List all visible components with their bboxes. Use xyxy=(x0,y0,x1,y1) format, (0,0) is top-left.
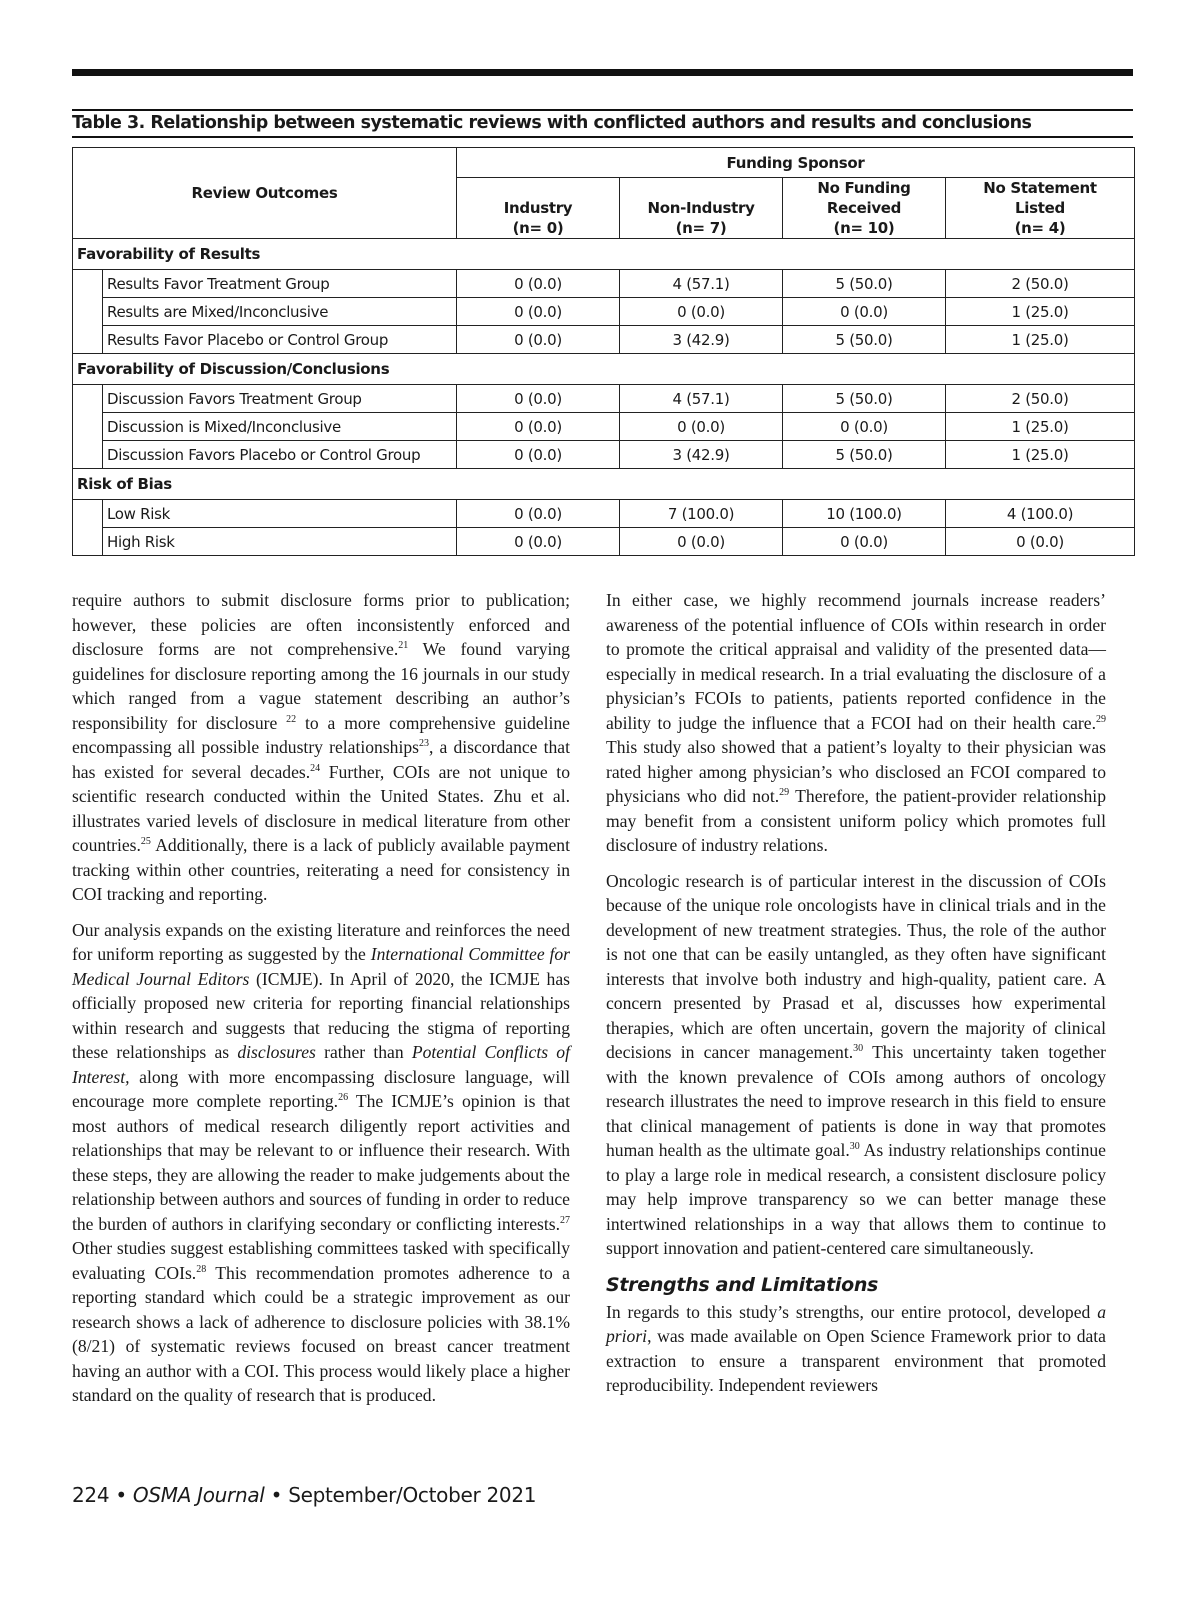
header-rule xyxy=(72,69,1133,76)
row-label: Discussion Favors Placebo or Control Group xyxy=(103,441,457,469)
cell-value: 0 (0.0) xyxy=(457,326,620,354)
cell-value: 5 (50.0) xyxy=(783,385,946,413)
citation: 29 xyxy=(779,787,790,799)
cell-value: 4 (100.0) xyxy=(946,500,1135,528)
group-label: Risk of Bias xyxy=(73,469,1135,500)
indent-cell xyxy=(73,326,103,354)
row-label: High Risk xyxy=(103,528,457,556)
table-row xyxy=(73,298,1135,326)
table-row xyxy=(73,413,1135,441)
row-label: Discussion Favors Treatment Group xyxy=(103,385,457,413)
indent-cell xyxy=(73,528,103,556)
cell-value: 4 (57.1) xyxy=(620,385,783,413)
row-label: Results Favor Treatment Group xyxy=(103,270,457,298)
cell-value: 0 (0.0) xyxy=(783,298,946,326)
table-row xyxy=(73,441,1135,469)
indent-cell xyxy=(73,441,103,469)
body-paragraph: Oncologic research is of particular interest in the discussion of COIs because of the unique role oncologists have in clinical trials and in the development of new treatment strategies. Thus, the role of the author is not one that can be easily untangled, as they often have significant interests that involve both industry and high-quality, patient care. A concern presented by Prasad et al, discusses how experimental therapies, which are often uncertain, govern the majority of clinical decisions in cancer management.$^{30}$ This uncertainty taken together with the known prevalence of COIs among authors of oncology research illustrates the need to improve research in this field to ensure that clinical management of patients is done in way that promotes human health as the ultimate goal.$^{30}$ As industry relationships continue to play a large role in medical research, a consistent disclosure policy may help improve transparency so we can better manage these intertwined relationships in a way that allows them to continue to support innovation and patient-centered care simultaneously. xyxy=(606,870,1106,1258)
page-number: 224 xyxy=(72,1483,110,1507)
body-paragraph: Our analysis expands on the existing literature and reinforces the need for uniform reporting as suggested by the International Committee for Medical Journal Editors (ICMJE). In April of 2020, the ICMJE has officially proposed new criteria for reporting financial relationships within research and suggests that reducing the stigma of reporting these relationships as disclosures rather than Potential Conflicts of Interest, along with more encompassing disclosure language, will encourage more complete reporting.$^{26}$ The ICMJE’s opinion is that most authors of medical research diligently report activities and relationships that may be relevant to or influence their research. With these steps, they are allowing the reader to make judgements about the relationship between authors and sources of funding in order to reduce the burden of authors in clarifying secondary or conflicting interests.$^{27}$ Other studies suggest establishing committees tasked with specifically evaluating COIs.$^{28}$ This recommendation promotes adherence to a reporting standard which could be a strategic improvement as our research shows a lack of adherence to disclosure policies with 38.1% (8/21) of systematic reviews focused on breast cancer treatment having an author with a COI. This process would likely place a higher standard on the quality of research that is produced. xyxy=(72,919,571,1405)
body-paragraph: In regards to this study’s strengths, our entire protocol, developed a priori, was made available on Open Science Framework prior to data extraction to ensure a transparent environment that promoted reproducibility. Independent reviewers xyxy=(606,1301,1106,1395)
cell-value: 0 (0.0) xyxy=(457,528,620,556)
indent-cell xyxy=(73,270,103,298)
cell-value: 10 (100.0) xyxy=(783,500,946,528)
citation: 25 xyxy=(140,836,151,848)
citation: 27 xyxy=(560,1214,570,1226)
row-label: Results are Mixed/Inconclusive xyxy=(103,298,457,326)
cell-value: 5 (50.0) xyxy=(783,270,946,298)
citation: 29 xyxy=(1096,713,1106,725)
page-footer: 224 • OSMA Journal • September/October 2021 xyxy=(72,1483,537,1507)
review-outcomes-header: Review Outcomes xyxy=(73,148,457,239)
citation: 22 xyxy=(286,713,297,725)
cell-value: 1 (25.0) xyxy=(946,298,1135,326)
table-row xyxy=(73,500,1135,528)
cell-value: 4 (57.1) xyxy=(620,270,783,298)
column-header: Industry (n= 0) xyxy=(457,178,620,239)
column-header: No Funding Received (n= 10) xyxy=(783,178,946,239)
table-row xyxy=(73,326,1135,354)
group-label: Favorability of Discussion/Conclusions xyxy=(73,354,1135,385)
indent-cell xyxy=(73,413,103,441)
cell-value: 0 (0.0) xyxy=(620,528,783,556)
cell-value: 0 (0.0) xyxy=(946,528,1135,556)
cell-value: 0 (0.0) xyxy=(457,500,620,528)
cell-value: 0 (0.0) xyxy=(457,298,620,326)
body-paragraph: require authors to submit disclosure forms prior to publication; however, these policies are often inconsistently enforced and disclosure forms are not comprehensive.$^{21}$ We found varying guidelines for disclosure reporting among the 16 journals in our study which ranged from a vague statement describing an author’s responsibility for disclosure $^{22}$ to a more comprehensive guideline encompassing all possible industry relationships$^{23}$, a discordance that has existed for several decades.$^{24}$ Further, COIs are not unique to scientific research conducted within the United States. Zhu et al. illustrates varied levels of disclosure in medical literature from other countries.$^{25}$ Additionally, there is a lack of publicly available payment tracking within other countries, reiterating a need for consistency in COI tracking and reporting. xyxy=(72,590,570,904)
citation: 26 xyxy=(338,1092,349,1104)
citation: 23 xyxy=(419,738,430,750)
table-row xyxy=(73,270,1135,298)
cell-value: 0 (0.0) xyxy=(457,413,620,441)
citation: 21 xyxy=(398,640,409,652)
row-label: Results Favor Placebo or Control Group xyxy=(103,326,457,354)
citation: 24 xyxy=(310,762,321,774)
table-title: Table 3. Relationship between systematic reviews with conflicted authors and results and conclusions xyxy=(72,113,1032,133)
row-label: Discussion is Mixed/Inconclusive xyxy=(103,413,457,441)
citation: 28 xyxy=(196,1263,207,1275)
table-row xyxy=(73,385,1135,413)
table-row xyxy=(73,528,1135,556)
journal-name: OSMA Journal xyxy=(132,1483,265,1507)
cell-value: 5 (50.0) xyxy=(783,326,946,354)
indent-cell xyxy=(73,385,103,413)
results-table xyxy=(72,147,1135,556)
cell-value: 7 (100.0) xyxy=(620,500,783,528)
table-title-rule-bottom xyxy=(72,136,1133,138)
body-paragraph: In either case, we highly recommend journals increase readers’ awareness of the potential influence of COIs within research in order to promote the critical appraisal and validity of the presented data— especially in medical research. In a trial evaluating the disclosure of a physician’s FCOIs to patients, patients reported confidence in the ability to judge the influence that a FCOI had on their health care.$^{29}$ This study also showed that a patient’s loyalty to their physician was rated higher among physician’s who disclosed an FCOI compared to physicians who did not.$^{29}$ Therefore, the patient-provider relationship may benefit from a consistent uniform policy which promotes full disclosure of industry relations. xyxy=(606,590,1106,855)
cell-value: 0 (0.0) xyxy=(620,298,783,326)
cell-value: 0 (0.0) xyxy=(457,270,620,298)
group-label: Favorability of Results xyxy=(73,239,1135,270)
column-header: Non-Industry (n= 7) xyxy=(620,178,783,239)
citation: 30 xyxy=(853,1043,864,1055)
section-heading: Strengths and Limitations xyxy=(606,1273,879,1296)
cell-value: 2 (50.0) xyxy=(946,385,1135,413)
indent-cell xyxy=(73,298,103,326)
row-label: Low Risk xyxy=(103,500,457,528)
indent-cell xyxy=(73,500,103,528)
cell-value: 0 (0.0) xyxy=(457,385,620,413)
cell-value: 5 (50.0) xyxy=(783,441,946,469)
right-text-column xyxy=(606,588,1106,1409)
cell-value: 0 (0.0) xyxy=(783,413,946,441)
cell-value: 1 (25.0) xyxy=(946,326,1135,354)
funding-sponsor-header: Funding Sponsor xyxy=(457,148,1135,178)
cell-value: 0 (0.0) xyxy=(457,441,620,469)
column-header: No Statement Listed (n= 4) xyxy=(946,178,1135,239)
cell-value: 3 (42.9) xyxy=(620,326,783,354)
cell-value: 2 (50.0) xyxy=(946,270,1135,298)
left-text-column xyxy=(72,588,570,1419)
cell-value: 1 (25.0) xyxy=(946,413,1135,441)
issue-date: September/October 2021 xyxy=(288,1483,537,1507)
citation: 30 xyxy=(849,1141,860,1153)
cell-value: 0 (0.0) xyxy=(783,528,946,556)
cell-value: 3 (42.9) xyxy=(620,441,783,469)
cell-value: 1 (25.0) xyxy=(946,441,1135,469)
cell-value: 0 (0.0) xyxy=(620,413,783,441)
